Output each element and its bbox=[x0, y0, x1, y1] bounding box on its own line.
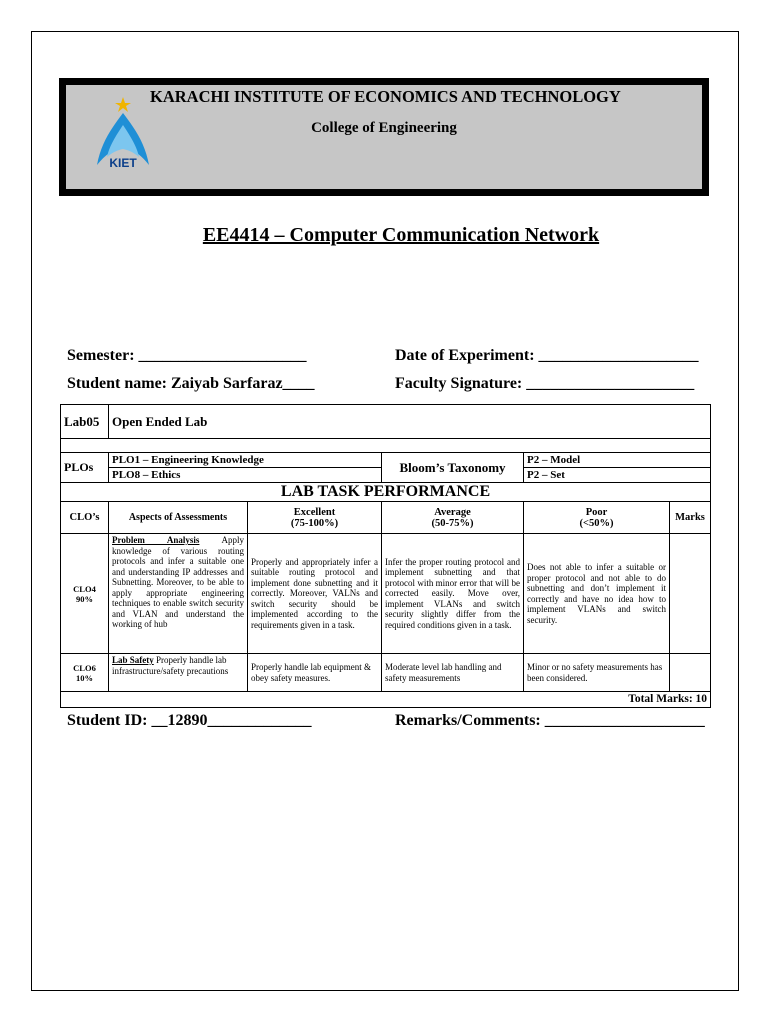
plos-label: PLOs bbox=[61, 453, 109, 483]
student-id-field: Student ID: __12890_____________ bbox=[67, 712, 312, 729]
table-row bbox=[61, 654, 711, 692]
task-performance-title: LAB TASK PERFORMANCE bbox=[61, 483, 711, 502]
total-row bbox=[61, 692, 711, 708]
p2-set: P2 – Set bbox=[524, 468, 711, 483]
plo1: PLO1 – Engineering Knowledge bbox=[109, 453, 382, 468]
remarks-field: Remarks/Comments: ____________________ bbox=[395, 712, 705, 729]
clo4-average: Infer the proper routing protocol and implement subnetting and that protocol with minor error that will be corrected easily. Move over, implement VLANs and switch security slightly differ from the required conditions given in a task. bbox=[382, 534, 524, 654]
lab-title: Open Ended Lab bbox=[109, 405, 711, 439]
semester-field: Semester: _____________________ bbox=[67, 347, 307, 364]
clo6-marks bbox=[670, 654, 711, 692]
total-marks: Total Marks: 10 bbox=[61, 692, 711, 708]
plo8: PLO8 – Ethics bbox=[109, 468, 382, 483]
lab-safety-cell: Lab Safety Properly handle lab infrastructure/safety precautions bbox=[109, 654, 248, 692]
clo6-average: Moderate level lab handling and safety measurements bbox=[382, 654, 524, 692]
clo4-cell: CLO4 90% bbox=[61, 534, 109, 654]
faculty-signature-field: Faculty Signature: _____________________ bbox=[395, 375, 695, 392]
lab-number: Lab05 bbox=[61, 405, 109, 439]
aspects-header: Aspects of Assessments bbox=[109, 502, 248, 534]
clo4-excellent: Properly and appropriately infer a suitable routing protocol and implement done subnetting and it correctly. Moreover, VALNs and switch security should be implemented according to the requirements given in a task. bbox=[248, 534, 382, 654]
clo4-marks bbox=[670, 534, 711, 654]
institute-name: KARACHI INSTITUTE OF ECONOMICS AND TECHNOLOGY bbox=[150, 87, 621, 106]
clo4-poor: Does not able to infer a suitable or proper protocol and not able to do subnetting and don’t implement it correctly and have no idea how to implement VLANs and switch security. bbox=[524, 534, 670, 654]
clo6-excellent: Properly handle lab equipment & obey safety measures. bbox=[248, 654, 382, 692]
poor-header: Poor (<50%) bbox=[524, 502, 670, 534]
marks-header: Marks bbox=[670, 502, 711, 534]
excellent-header: Excellent (75-100%) bbox=[248, 502, 382, 534]
spacer-row bbox=[61, 439, 711, 453]
clo-header: CLO’s bbox=[61, 502, 109, 534]
clo6-poor: Minor or no safety measurements has been considered. bbox=[524, 654, 670, 692]
lab-row bbox=[61, 405, 711, 439]
clo6-cell: CLO6 10% bbox=[61, 654, 109, 692]
rubric-header-row bbox=[61, 502, 711, 534]
table-row bbox=[61, 534, 711, 654]
svg-text:KIET: KIET bbox=[109, 156, 137, 170]
course-title: EE4414 – Computer Communication Network bbox=[202, 224, 600, 246]
problem-analysis-cell: Problem Analysis Apply knowledge of various routing protocols and infer a suitable one and understanding IP addresses and Subnetting. Moreover, to be able to apply appropriate engineering techniques to enable switch security and VLAN and understand the working of hub bbox=[109, 534, 248, 654]
p2-model: P2 – Model bbox=[524, 453, 711, 468]
student-name-field: Student name: Zaiyab Sarfaraz____ bbox=[67, 375, 315, 392]
college-name: College of Engineering bbox=[311, 120, 457, 136]
date-field: Date of Experiment: ____________________ bbox=[395, 347, 699, 364]
blooms-label: Bloom’s Taxonomy bbox=[382, 453, 524, 483]
rubric-table bbox=[60, 404, 711, 708]
average-header: Average (50-75%) bbox=[382, 502, 524, 534]
